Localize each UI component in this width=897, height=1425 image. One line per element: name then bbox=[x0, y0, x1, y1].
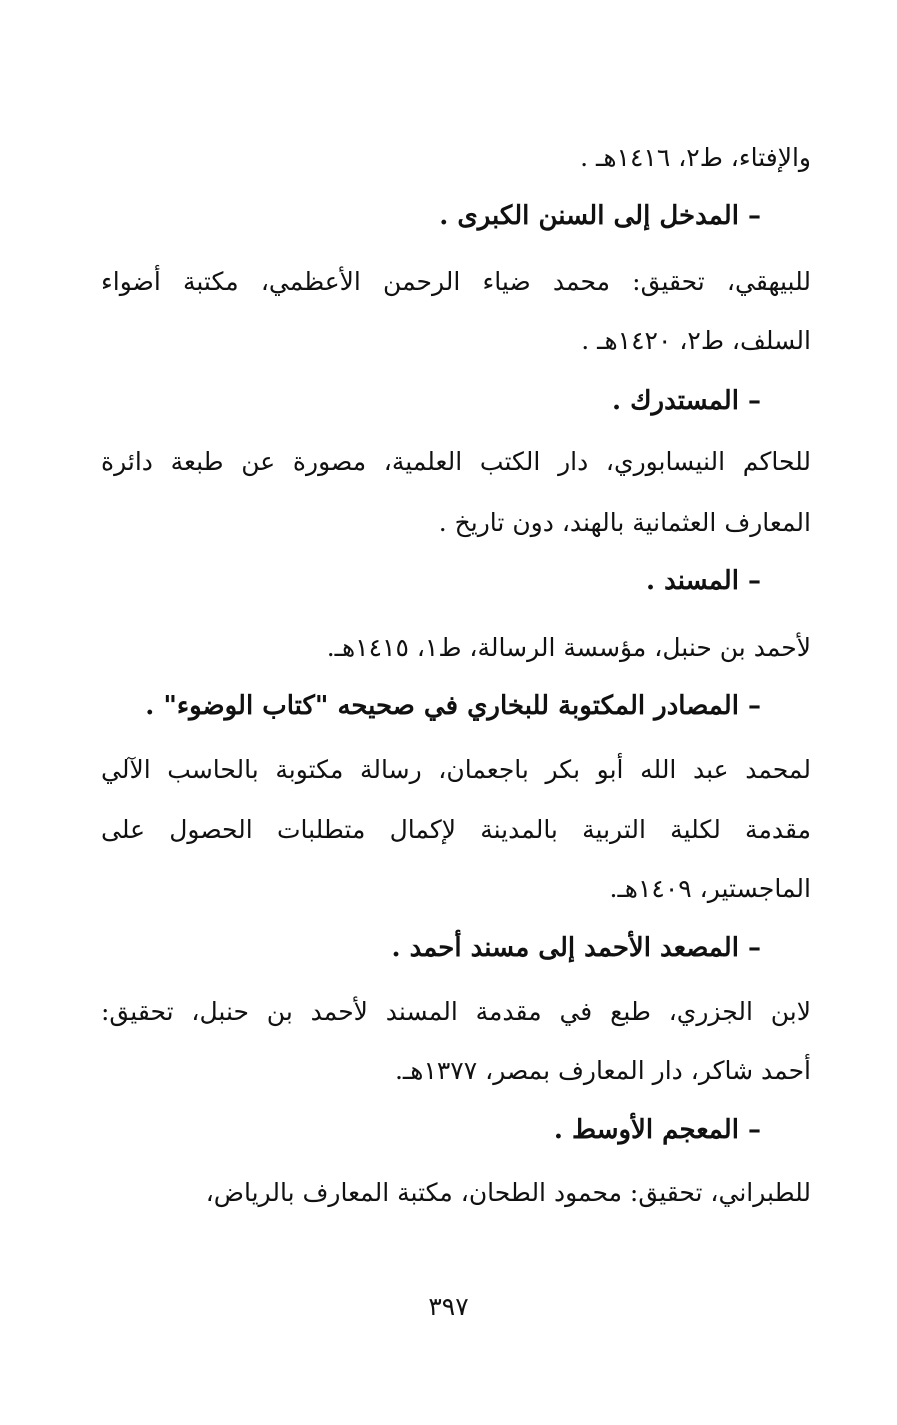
bibliography-entry-heading: – المسند . bbox=[645, 566, 761, 596]
text-line-15: لابن الجزري، طبع في مقدمة المسند لأحمد بن حنبل، تحقيق: bbox=[101, 997, 811, 1026]
bibliography-entry-heading: – المستدرك . bbox=[611, 386, 761, 416]
text-line-16: أحمد شاكر، دار المعارف بمصر، ١٣٧٧هـ. bbox=[394, 1056, 811, 1085]
text-line-4: السلف، ط٢، ١٤٢٠هـ . bbox=[581, 326, 811, 355]
text-line-6: للحاكم النيسابوري، دار الكتب العلمية، مصورة عن طبعة دائرة bbox=[101, 447, 811, 476]
text-line-12: مقدمة لكلية التربية بالمدينة لإكمال متطلبات الحصول على bbox=[101, 815, 811, 844]
text-line-1: والإفتاء، ط٢، ١٤١٦هـ . bbox=[580, 143, 811, 172]
bibliography-entry-heading: – المدخل إلى السنن الكبرى . bbox=[439, 201, 761, 231]
text-line-3: للبيهقي، تحقيق: محمد ضياء الرحمن الأعظمي، مكتبة أضواء bbox=[101, 267, 811, 296]
text-line-18: للطبراني، تحقيق: محمود الطحان، مكتبة المعارف بالرياض، bbox=[205, 1178, 811, 1207]
text-line-13: الماجستير، ١٤٠٩هـ. bbox=[609, 874, 811, 903]
bibliography-entry-heading: – المعجم الأوسط . bbox=[553, 1115, 761, 1145]
page-number: ٣٩٧ bbox=[428, 1292, 469, 1321]
bibliography-entry-heading: – المصعد الأحمد إلى مسند أحمد . bbox=[391, 933, 761, 963]
text-line-11: لمحمد عبد الله أبو بكر باجعمان، رسالة مكتوبة بالحاسب الآلي bbox=[101, 755, 811, 784]
text-line-9: لأحمد بن حنبل، مؤسسة الرسالة، ط١، ١٤١٥هـ. bbox=[326, 633, 811, 662]
text-line-7: المعارف العثمانية بالهند، دون تاريخ . bbox=[438, 508, 811, 537]
bibliography-entry-heading: – المصادر المكتوبة للبخاري في صحيحه "كتاب الوضوء" . bbox=[145, 691, 761, 721]
